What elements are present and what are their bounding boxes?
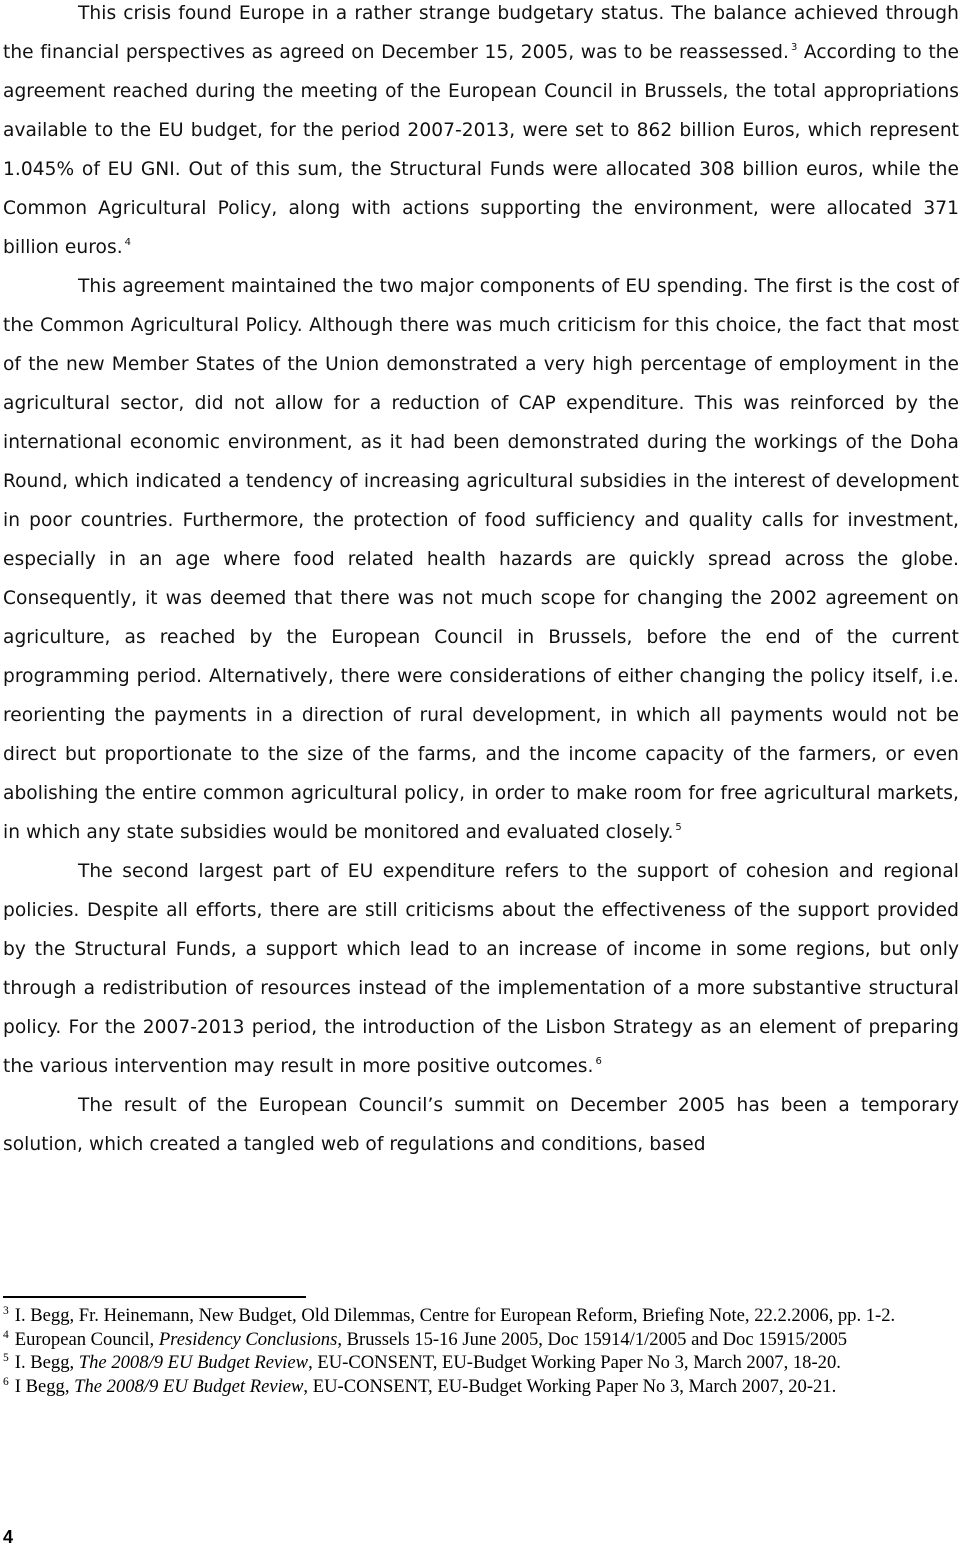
footnote-title: The 2008/9 EU Budget Review — [78, 1352, 309, 1374]
footnote-text: I Begg, — [14, 1375, 75, 1397]
paragraph-text: The result of the European Council’s summit on December 2005 has been a temporary solution, which created a tangled web of regulations and conditions, based — [3, 1095, 959, 1155]
footnote-text: I. Begg, Fr. Heinemann, New Budget, Old Dilemmas, Centre for European Reform, Briefing Note, 22.2.2006, pp. 1-2. — [14, 1305, 896, 1326]
footnote-ref-3: 3 — [790, 42, 798, 53]
footnote-text: European Council, — [14, 1328, 159, 1350]
paragraph-text: The second largest part of EU expenditure refers to the support of cohesion and regional policies. Despite all efforts, there are still criticisms about the effectiveness of the support provided by the Structural Funds, a support which lead to an increase of income in some regions, but only through a redistribution of resources instead of the implementation of a more substantive structural policy. For the 2007-2013 period, the introduction of the Lisbon Strategy as an element of preparing the various intervention may result in more positive outcomes. — [3, 861, 959, 1077]
footnote-number: 4 — [3, 1328, 9, 1341]
footnote-ref-4: 4 — [124, 237, 132, 248]
footnote-text: , EU-CONSENT, EU-Budget Working Paper No 3, March 2007, 18-20. — [308, 1352, 841, 1374]
footnote-title: The 2008/9 EU Budget Review — [74, 1375, 304, 1397]
paragraph-3 — [3, 852, 959, 1086]
page-number: 4 — [3, 1527, 14, 1547]
paragraph-text: According to the agreement reached during the meeting of the European Council in Brussels, the total appropriations available to the EU budget, for the period 2007-2013, were set to 862 billion Euros, which represent 1.045% of EU GNI. Out of this sum, the Structural Funds were allocated 308 billion euros, while the Common Agricultural Policy, along with actions supporting the environment, were allocated 371 billion euros. — [3, 42, 959, 258]
paragraph-2 — [3, 267, 959, 852]
footnote-number: 6 — [3, 1375, 9, 1388]
footnote-number: 3 — [3, 1305, 9, 1317]
footnote-ref-6: 6 — [595, 1056, 602, 1067]
footnote-separator — [3, 1296, 306, 1298]
paragraph-4 — [3, 1086, 959, 1164]
paragraph-text: This agreement maintained the two major components of EU spending. The first is the cost of the Common Agricultural Policy. Although there was much criticism for this choice, the fact that most of the new Member States of the Union demonstrated a very high percentage of employment in the agricultural sector, did not allow for a reduction of CAP expenditure. This was reinforced by the international economic environment, as it had been demonstrated during the workings of the Doha Round, which indicated a tendency of increasing agricultural subsidies in the interest of development in poor countries. Furthermore, the protection of food sufficiency and quality calls for investment, especially in an age where food related health hazards are quickly spread across the globe. Consequently, it was deemed that there was not much scope for changing the 2002 agreement on agriculture, as reached by the European Council in Brussels, before the end of the current programming period. Alternatively, there were considerations of either changing the policy itself, i.e. reorienting the payments in a direction of rural development, in which all payments would not be direct but proportionate to the size of the farms, and the income capacity of the farmers, or even abolishing the entire common agricultural policy, in order to make room for free agricultural markets, in which any state subsidies would be monitored and evaluated closely. — [3, 276, 959, 843]
footnote-6 — [3, 1375, 959, 1399]
body-text — [3, 0, 959, 1164]
footnote-4 — [3, 1328, 959, 1352]
footnote-3 — [3, 1304, 959, 1328]
footnotes — [3, 1304, 959, 1398]
footnote-ref-5: 5 — [675, 822, 682, 833]
footnote-text: I. Begg, — [14, 1352, 79, 1374]
footnote-text: , Brussels 15-16 June 2005, Doc 15914/1/2005 and Doc 15915/2005 — [337, 1328, 848, 1350]
paragraph-text: This crisis found Europe in a rather strange budgetary status. The balance achieved through the financial perspectives as agreed on December 15, 2005, was to be reassessed. — [3, 3, 959, 63]
footnote-title: Presidency Conclusions — [158, 1328, 338, 1350]
footnote-text: , EU-CONSENT, EU-Budget Working Paper No 3, March 2007, 20-21. — [303, 1375, 837, 1397]
footnote-5 — [3, 1351, 959, 1375]
footnote-number: 5 — [3, 1352, 9, 1365]
paragraph-1 — [3, 0, 959, 267]
